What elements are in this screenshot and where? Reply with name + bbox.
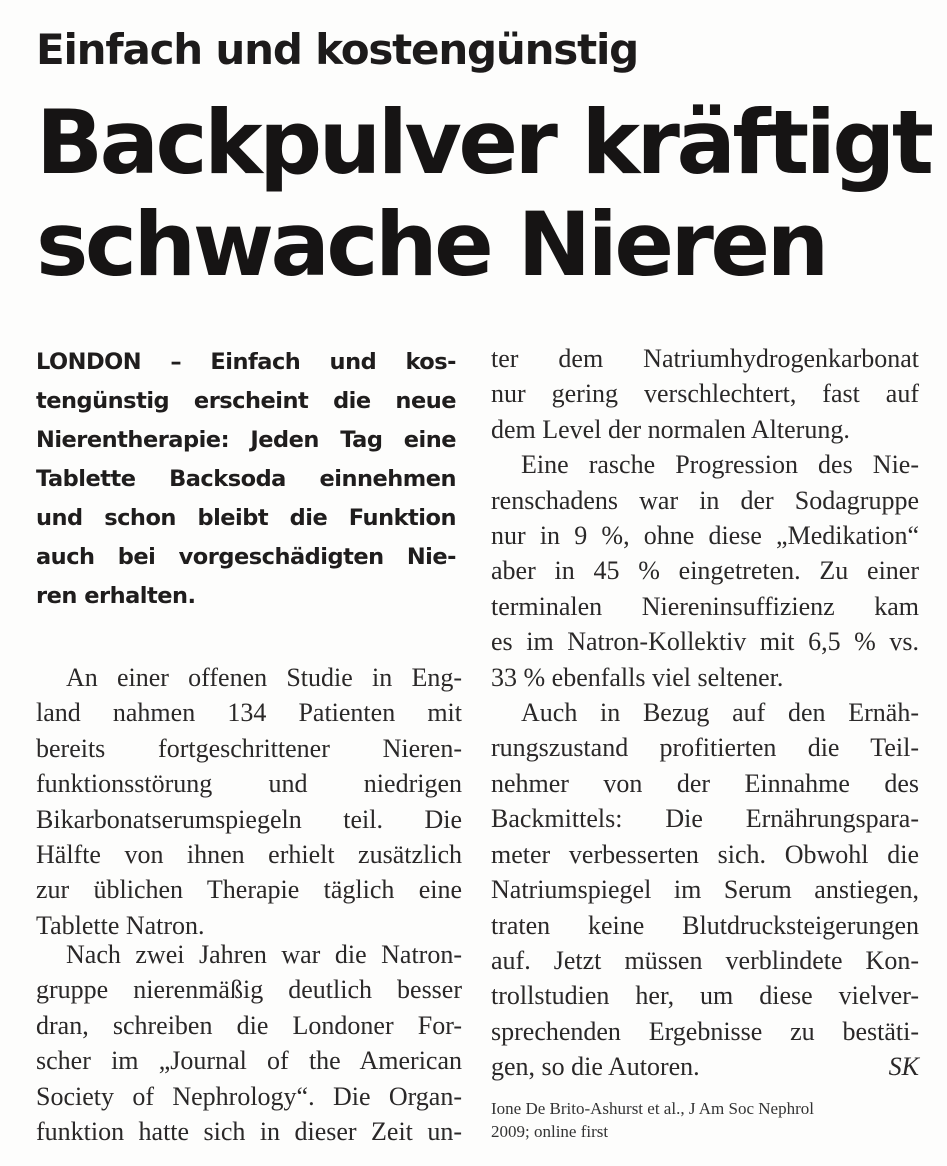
body-line: auf. Jetzt müssen verblindete Kon- — [491, 945, 919, 975]
body-line: trollstudien her, um diese vielver- — [491, 981, 919, 1011]
citation-line: Ione De Brito-Ashurst et al., J Am Soc Nephrol — [491, 1099, 814, 1118]
body-column-1-paragraph-1 — [36, 660, 462, 943]
headline-line-1: Backpulver kräftigt — [36, 91, 931, 194]
body-line: nur gering verschlechtert, fast auf — [491, 379, 919, 409]
body-line: traten keine Blutdrucksteigerungen — [491, 910, 919, 940]
body-column-2 — [491, 341, 919, 1085]
headline — [36, 92, 930, 296]
body-line: Backmittels: Die Ernährungspara- — [491, 804, 919, 834]
body-line: terminalen Niereninsuffizienz kam — [491, 591, 919, 621]
closing-text: gen, so die Autoren. — [491, 1052, 700, 1082]
body-line: aber in 45 % eingetreten. Zu einer — [491, 556, 919, 586]
body-line: An einer offenen Studie in Eng- — [66, 663, 462, 692]
body-line: nur in 9 %, ohne diese „Medikation“ — [491, 521, 919, 551]
body-line: zur üblichen Therapie täglich eine — [36, 875, 462, 905]
body-line: Hälfte von ihnen erhielt zusätzlich — [36, 840, 462, 870]
lead-line: Nierentherapie: Jeden Tag eine — [36, 427, 456, 453]
signature-line — [491, 1049, 919, 1084]
lead-line: Tablette Backsoda einnehmen — [36, 466, 456, 492]
body-line: es im Natron-Kollektiv mit 6,5 % vs. — [491, 627, 919, 657]
author-initials: SK — [888, 1052, 919, 1082]
body-line: Natriumspiegel im Serum anstiegen, — [491, 875, 919, 905]
body-line: Nach zwei Jahren war die Natron- — [66, 940, 462, 969]
body-line: ter dem Natriumhydrogenkarbonat — [491, 344, 919, 373]
body-line: rungszustand profitierten die Teil- — [491, 733, 919, 763]
body-line: funktion hatte sich in dieser Zeit un- — [36, 1117, 462, 1147]
lead-line: ren erhalten. — [36, 583, 196, 609]
body-line: Bikarbonatserumspiegeln teil. Die — [36, 804, 462, 834]
kicker-heading: Einfach und kostengünstig — [36, 25, 639, 74]
body-line: gruppe nierenmäßig deutlich besser — [36, 975, 462, 1005]
body-line: dem Level der normalen Alterung. — [491, 414, 850, 444]
body-line: funktionsstörung und niedrigen — [36, 769, 462, 799]
body-line: nehmer von der Einnahme des — [491, 768, 919, 798]
body-line: renschadens war in der Sodagruppe — [491, 485, 919, 515]
body-line: 33 % ebenfalls viel seltener. — [491, 662, 784, 692]
headline-line-2: schwache Nieren — [36, 193, 826, 296]
body-line: Auch in Bezug auf den Ernäh- — [521, 698, 919, 728]
lead-paragraph — [36, 343, 456, 616]
citation-line: 2009; online first — [491, 1122, 609, 1141]
citation — [491, 1097, 931, 1143]
lead-line: und schon bleibt die Funktion — [36, 505, 456, 531]
lead-line: LONDON – Einfach und kos- — [36, 349, 456, 375]
body-line: sprechenden Ergebnisse zu bestäti- — [491, 1016, 919, 1046]
lead-line: tengünstig erscheint die neue — [36, 388, 456, 414]
body-line: bereits fortgeschrittener Nieren- — [36, 733, 462, 763]
body-line: scher im „Journal of the American — [36, 1046, 462, 1076]
body-line: Society of Nephrology“. Die Organ- — [36, 1081, 462, 1111]
body-line: Tablette Natron. — [36, 910, 205, 940]
body-column-1-paragraph-2 — [36, 937, 462, 1149]
body-line: land nahmen 134 Patienten mit — [36, 698, 462, 728]
lead-line: auch bei vorgeschädigten Nie- — [36, 544, 456, 570]
body-line: meter verbesserten sich. Obwohl die — [491, 839, 919, 869]
body-line: Eine rasche Progression des Nie- — [521, 450, 919, 480]
body-line: dran, schreiben die Londoner For- — [36, 1010, 462, 1040]
